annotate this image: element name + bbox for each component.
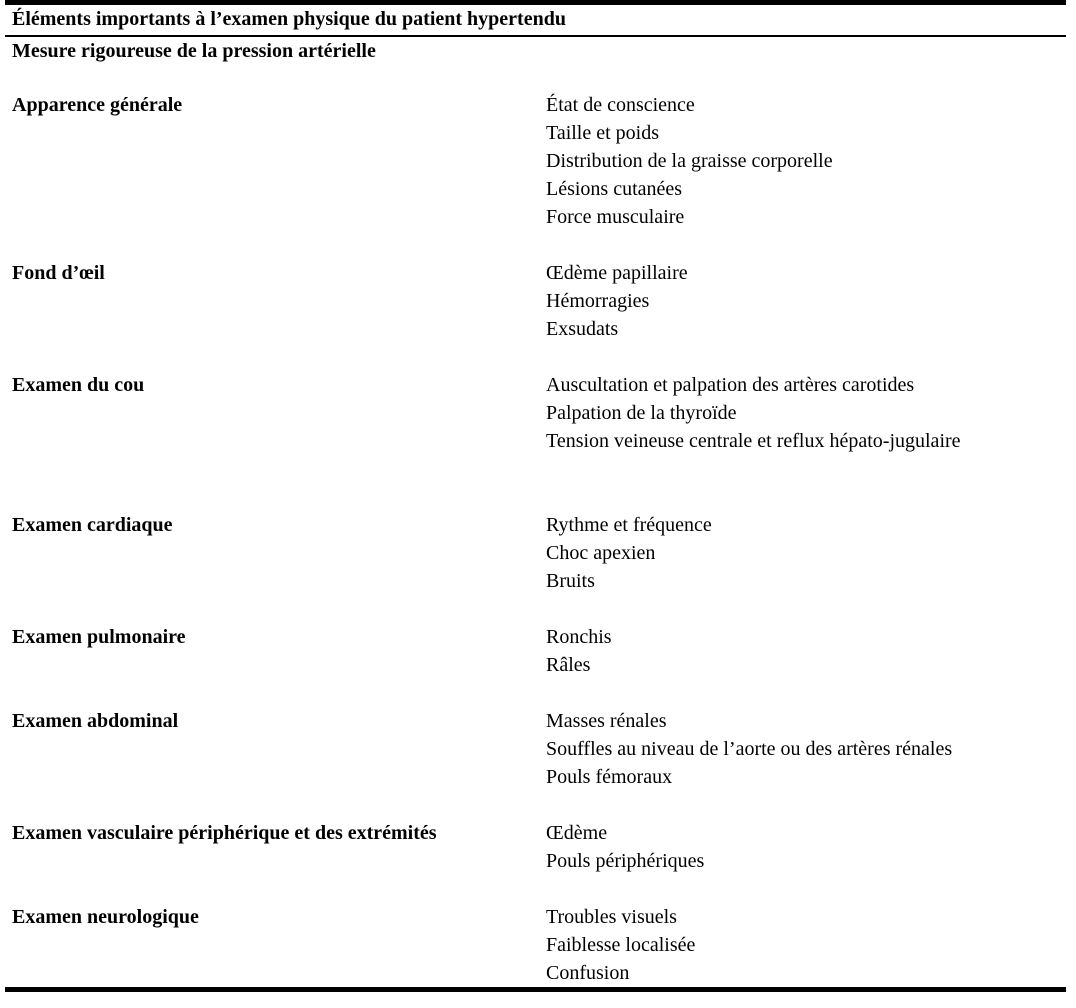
section-label: Examen vasculaire périphérique et des extrémités [12,822,437,844]
section-item: Œdème papillaire [546,262,688,284]
section-label: Examen pulmonaire [12,626,186,648]
section-items [546,371,1071,455]
section-item: Taille et poids [546,122,660,144]
section-items [546,707,1071,791]
section-item: Tension veineuse centrale et reflux hépato-jugulaire [546,430,961,452]
table-subtitle: Mesure rigoureuse de la pression artérielle [12,40,376,62]
section-items [546,623,1071,679]
section-item: Palpation de la thyroïde [546,402,737,424]
section-item: Bruits [546,570,595,592]
section-label: Examen cardiaque [12,514,173,536]
section-item: Choc apexien [546,542,656,564]
section-items [546,511,1071,595]
title-rule [5,35,1066,37]
section-item: Ronchis [546,626,612,648]
section-item: Exsudats [546,318,619,340]
section-item: Auscultation et palpation des artères carotides [546,374,915,396]
section-items [546,91,1071,231]
section-item: Masses rénales [546,710,667,732]
section-label: Apparence générale [12,94,183,116]
section-item: Râles [546,654,591,676]
section-items [546,819,1071,875]
section-item: Lésions cutanées [546,178,683,200]
section-label: Examen abdominal [12,710,179,732]
table-title: Éléments importants à l’examen physique du patient hypertendu [12,8,566,30]
section-label: Examen neurologique [12,906,199,928]
section-label: Fond d’œil [12,262,105,284]
section-item: Distribution de la graisse corporelle [546,150,833,172]
section-item: Pouls périphériques [546,850,705,872]
section-items [546,259,1071,343]
section-label: Examen du cou [12,374,145,396]
top-rule [5,0,1066,5]
section-item: Pouls fémoraux [546,766,673,788]
section-item: État de conscience [546,94,695,116]
section-item: Faiblesse localisée [546,934,696,956]
section-item: Hémorragies [546,290,650,312]
section-item: Rythme et fréquence [546,514,712,536]
bottom-rule [5,987,1066,992]
section-item: Force musculaire [546,206,685,228]
section-items [546,903,1071,987]
section-item: Troubles visuels [546,906,677,928]
section-item: Confusion [546,962,630,984]
section-item: Œdème [546,822,608,844]
section-item: Souffles au niveau de l’aorte ou des artères rénales [546,738,953,760]
